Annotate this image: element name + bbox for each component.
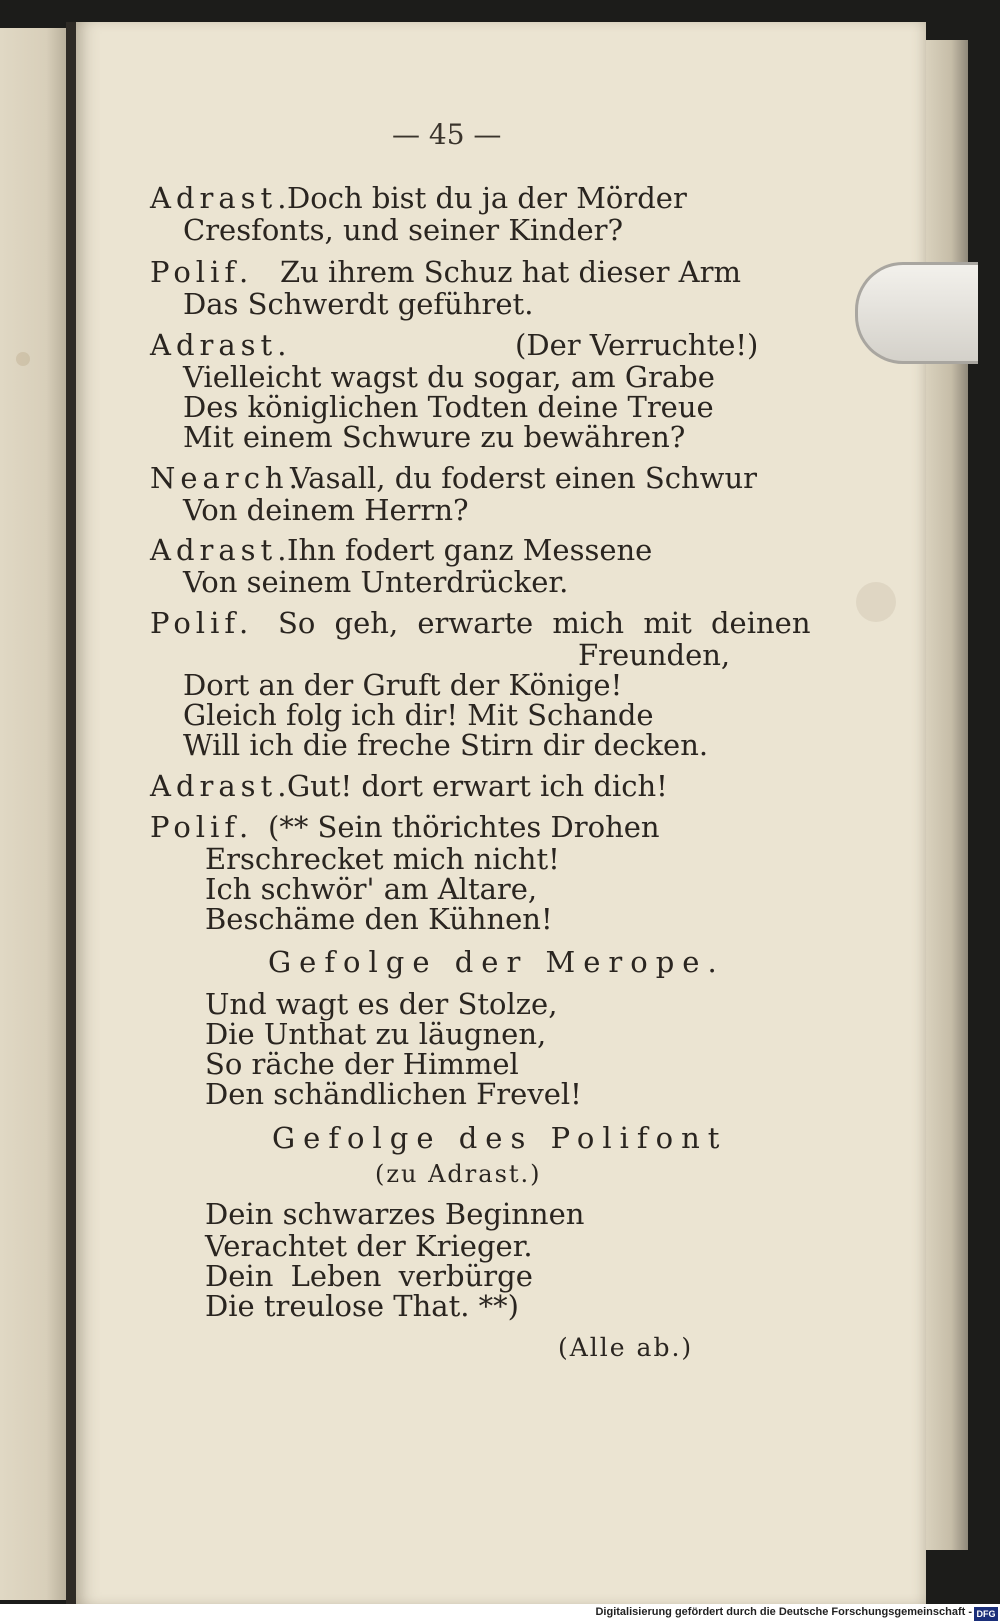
verse-line: Cresfonts, und seiner Kinder? [183, 213, 624, 247]
verse-line: Von seinem Unterdrücker. [183, 565, 569, 599]
verse-line: So räche der Himmel [205, 1047, 519, 1081]
verse-line: Freunden, [578, 638, 731, 672]
stage-direction: (Alle ab.) [558, 1333, 694, 1362]
verse-line: Dein schwarzes Beginnen [205, 1197, 585, 1231]
verse-line: Ihn fodert ganz Messene [287, 533, 653, 567]
verse-line: Verachtet der Krieger. [205, 1229, 533, 1263]
page-number: — 45 — [392, 118, 502, 151]
chorus-heading: Gefolge der Merope. [268, 945, 725, 979]
speaker-name: Adrast. [150, 533, 292, 567]
verse-line: Beschäme den Kühnen! [205, 902, 553, 936]
verse-line: Des königlichen Todten deine Treue [183, 390, 714, 424]
verse-line: Vasall, du foderst einen Schwur [290, 461, 758, 495]
chorus-heading: Gefolge des Polifont [272, 1121, 728, 1155]
speaker-name: Adrast. [150, 769, 292, 803]
speaker-name: Adrast. [150, 181, 292, 215]
dfg-logo: DFG [974, 1607, 998, 1621]
verse-line: (** Sein thörichtes Drohen [268, 810, 660, 844]
speaker-name: Adrast. [150, 328, 292, 362]
page-stain [16, 352, 30, 366]
verse-line: Dort an der Gruft der Könige! [183, 668, 623, 702]
verse-line: So geh, erwarte mich mit deinen [278, 606, 811, 640]
verse-line: Den schändlichen Frevel! [205, 1077, 582, 1111]
footer-credit: Digitalisierung gefördert durch die Deutsche Forschungsgemeinschaft - [595, 1606, 972, 1618]
verse-line: Gut! dort erwart ich dich! [287, 769, 668, 803]
verse-line: Ich schwör' am Altare, [205, 872, 538, 906]
digitization-footer [0, 1604, 1000, 1624]
verse-line: Erschrecket mich nicht! [205, 842, 560, 876]
verse-line: Doch bist du ja der Mörder [287, 181, 687, 215]
verse-line: Mit einem Schwure zu bewähren? [183, 420, 686, 454]
page-stain [856, 582, 896, 622]
verse-line: Die treulose That. **) [205, 1289, 519, 1323]
verse-line: Das Schwerdt geführet. [183, 287, 534, 321]
verse-line: Und wagt es der Stolze, [205, 987, 558, 1021]
book-gutter [66, 22, 76, 1604]
verse-line: Dein Leben verbürge [205, 1259, 533, 1293]
stage-direction: (Der Verruchte!) [515, 328, 759, 362]
speaker-name: Polif. [150, 606, 254, 640]
verse-line: Die Unthat zu läugnen, [205, 1017, 547, 1051]
speaker-name: Polif. [150, 255, 254, 289]
verse-line: Vielleicht wagst du sogar, am Grabe [183, 360, 715, 394]
stage-direction: (zu Adrast.) [375, 1160, 542, 1188]
verse-line: Gleich folg ich dir! Mit Schande [183, 698, 654, 732]
verse-line: Will ich die freche Stirn dir decken. [183, 728, 709, 762]
verse-line: Zu ihrem Schuz hat dieser Arm [280, 255, 741, 289]
bookmark-tab [855, 262, 978, 364]
verse-line: Von deinem Herrn? [183, 493, 469, 527]
speaker-name: Nearch. [150, 461, 303, 495]
speaker-name: Polif. [150, 810, 254, 844]
left-page-edge [0, 28, 66, 1600]
